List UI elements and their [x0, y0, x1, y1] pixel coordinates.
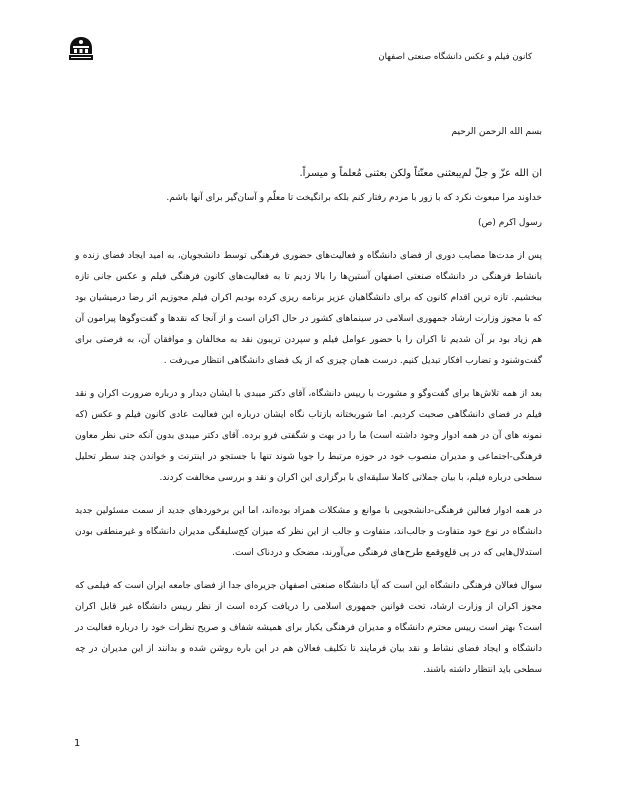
paragraph: سوال فعالان فرهنگی دانشگاه این است که آیا دانشگاه صنعتی اصفهان جزیره‌ای جدا از فضای جامعه ایران است که فیلمی که مجوز اکران از وزارت ارشاد، تحت قوانین جمهوری اسلامی را دریافت کرده است از نظر رییس دانشگاه غیر قابل اکران است؟ بهتر است رییس محترم دانشگاه و مدیران فرهنگی یکبار برای همیشه شفاف و صریح نظرات خود را درباره فعالیت در دانشگاه و ایجاد فضای نشاط و نقد بیان فرمایند تا تکلیف فعالان هم در این باره روشن شده و بدانند از این مدیران در چه سطحی باید انتظار داشته باشند.: [75, 581, 542, 675]
university-emblem-icon: [68, 36, 94, 62]
hadith-quote: ان الله عزّ و جلّ لم‌یبعثنی معنّتاً ولکن بعثنی مُعلماً و میسراً.: [299, 168, 542, 179]
hadith-source: رسول اکرم (ص): [477, 218, 542, 228]
header-title: کانون فیلم و عکس دانشگاه صنعتی اصفهان: [378, 52, 532, 62]
letter-body: [75, 122, 542, 681]
paragraph: پس از مدت‌ها مصایب دوری از فضای دانشگاه و فعالیت‌های حضوری فرهنگی توسط دانشجویان، به امید ایجاد فضای زنده و بانشاط فرهنگی در دانشگاه صنعتی اصفهان آستین‌ها را بالا زدیم تا به فعالیت‌های کانون فرهنگی فیلم و عکس جانی تازه ببخشیم. تازه ترین اقدام کانون که برای دانشگاهیان عزیز برنامه ریزی کرده بودیم اکران فیلم مجوزیم اثر رضا درمیشیان بود که با مجوز وزارت ارشاد جمهوری اسلامی در سینماهای کشور در حال اکران است و از آنجا که نقدها و گفت‌وگوها پیرامون آن هم زیاد بود بر آن شدیم تا اکران را با حضور عوامل فیلم و سپردن تریبون نقد به مخالفان و موافقان آن، به فرصتی برای گفت‌وشنود و تضارب افکار تبدیل کنیم. درست همان چیزی که از یک فضای دانشگاهی انتظار می‌رفت .: [75, 251, 542, 366]
paragraph: بعد از همه تلاش‌ها برای گفت‌وگو و مشورت با رییس دانشگاه، آقای دکتر میبدی با ایشان دیدار و درباره ضرورت اکران و نقد فیلم در فضای دانشگاهی صحبت کردیم. اما شوربختانه بازتاب نگاه ایشان درباره این فعالیت عادی کانون فیلم و عکس (که نمونه های آن در همه ادوار وجود داشته است) ما را در بهت و شگفتی فرو برده. آقای دکتر میبدی بدون آنکه حتی نظر معاون فرهنگی-اجتماعی و مدیران منصوب خود در حوزه مرتبط را جویا شوند تنها با جستجو در اینترنت و خواندن چند سطر تحلیل سطحی درباره فیلم، با بیان جملاتی کاملا سلیقه‌ای با برگزاری این اکران و نقد و بررسی مخالفت کردند.: [75, 389, 542, 483]
page-number: 1: [74, 738, 81, 749]
hadith-translation: خداوند مرا مبعوث نکرد که با زور با مردم رفتار کنم بلکه برانگیخت تا معلّم و آسان‌گیر برای آنها باشم.: [166, 193, 542, 203]
bismillah: بسم الله الرحمن الرحیم: [451, 127, 542, 137]
paragraph: در همه ادوار فعالین فرهنگی-دانشجویی با موانع و مشکلات همزاد بوده‌اند، اما این برخوردهای جدید از سمت مسئولین جدید دانشگاه در نوع خود متفاوت و جالب‌اند، متفاوت و جالب از این نظر که میزان کج‌سلیقگی مدیران دانشگاه و غیرمنطقی بودن استدلال‌هایی که در پی قلع‌وقمع طرح‌های فرهنگی می‌آورند، مضحک و دردناک است.: [75, 506, 542, 558]
